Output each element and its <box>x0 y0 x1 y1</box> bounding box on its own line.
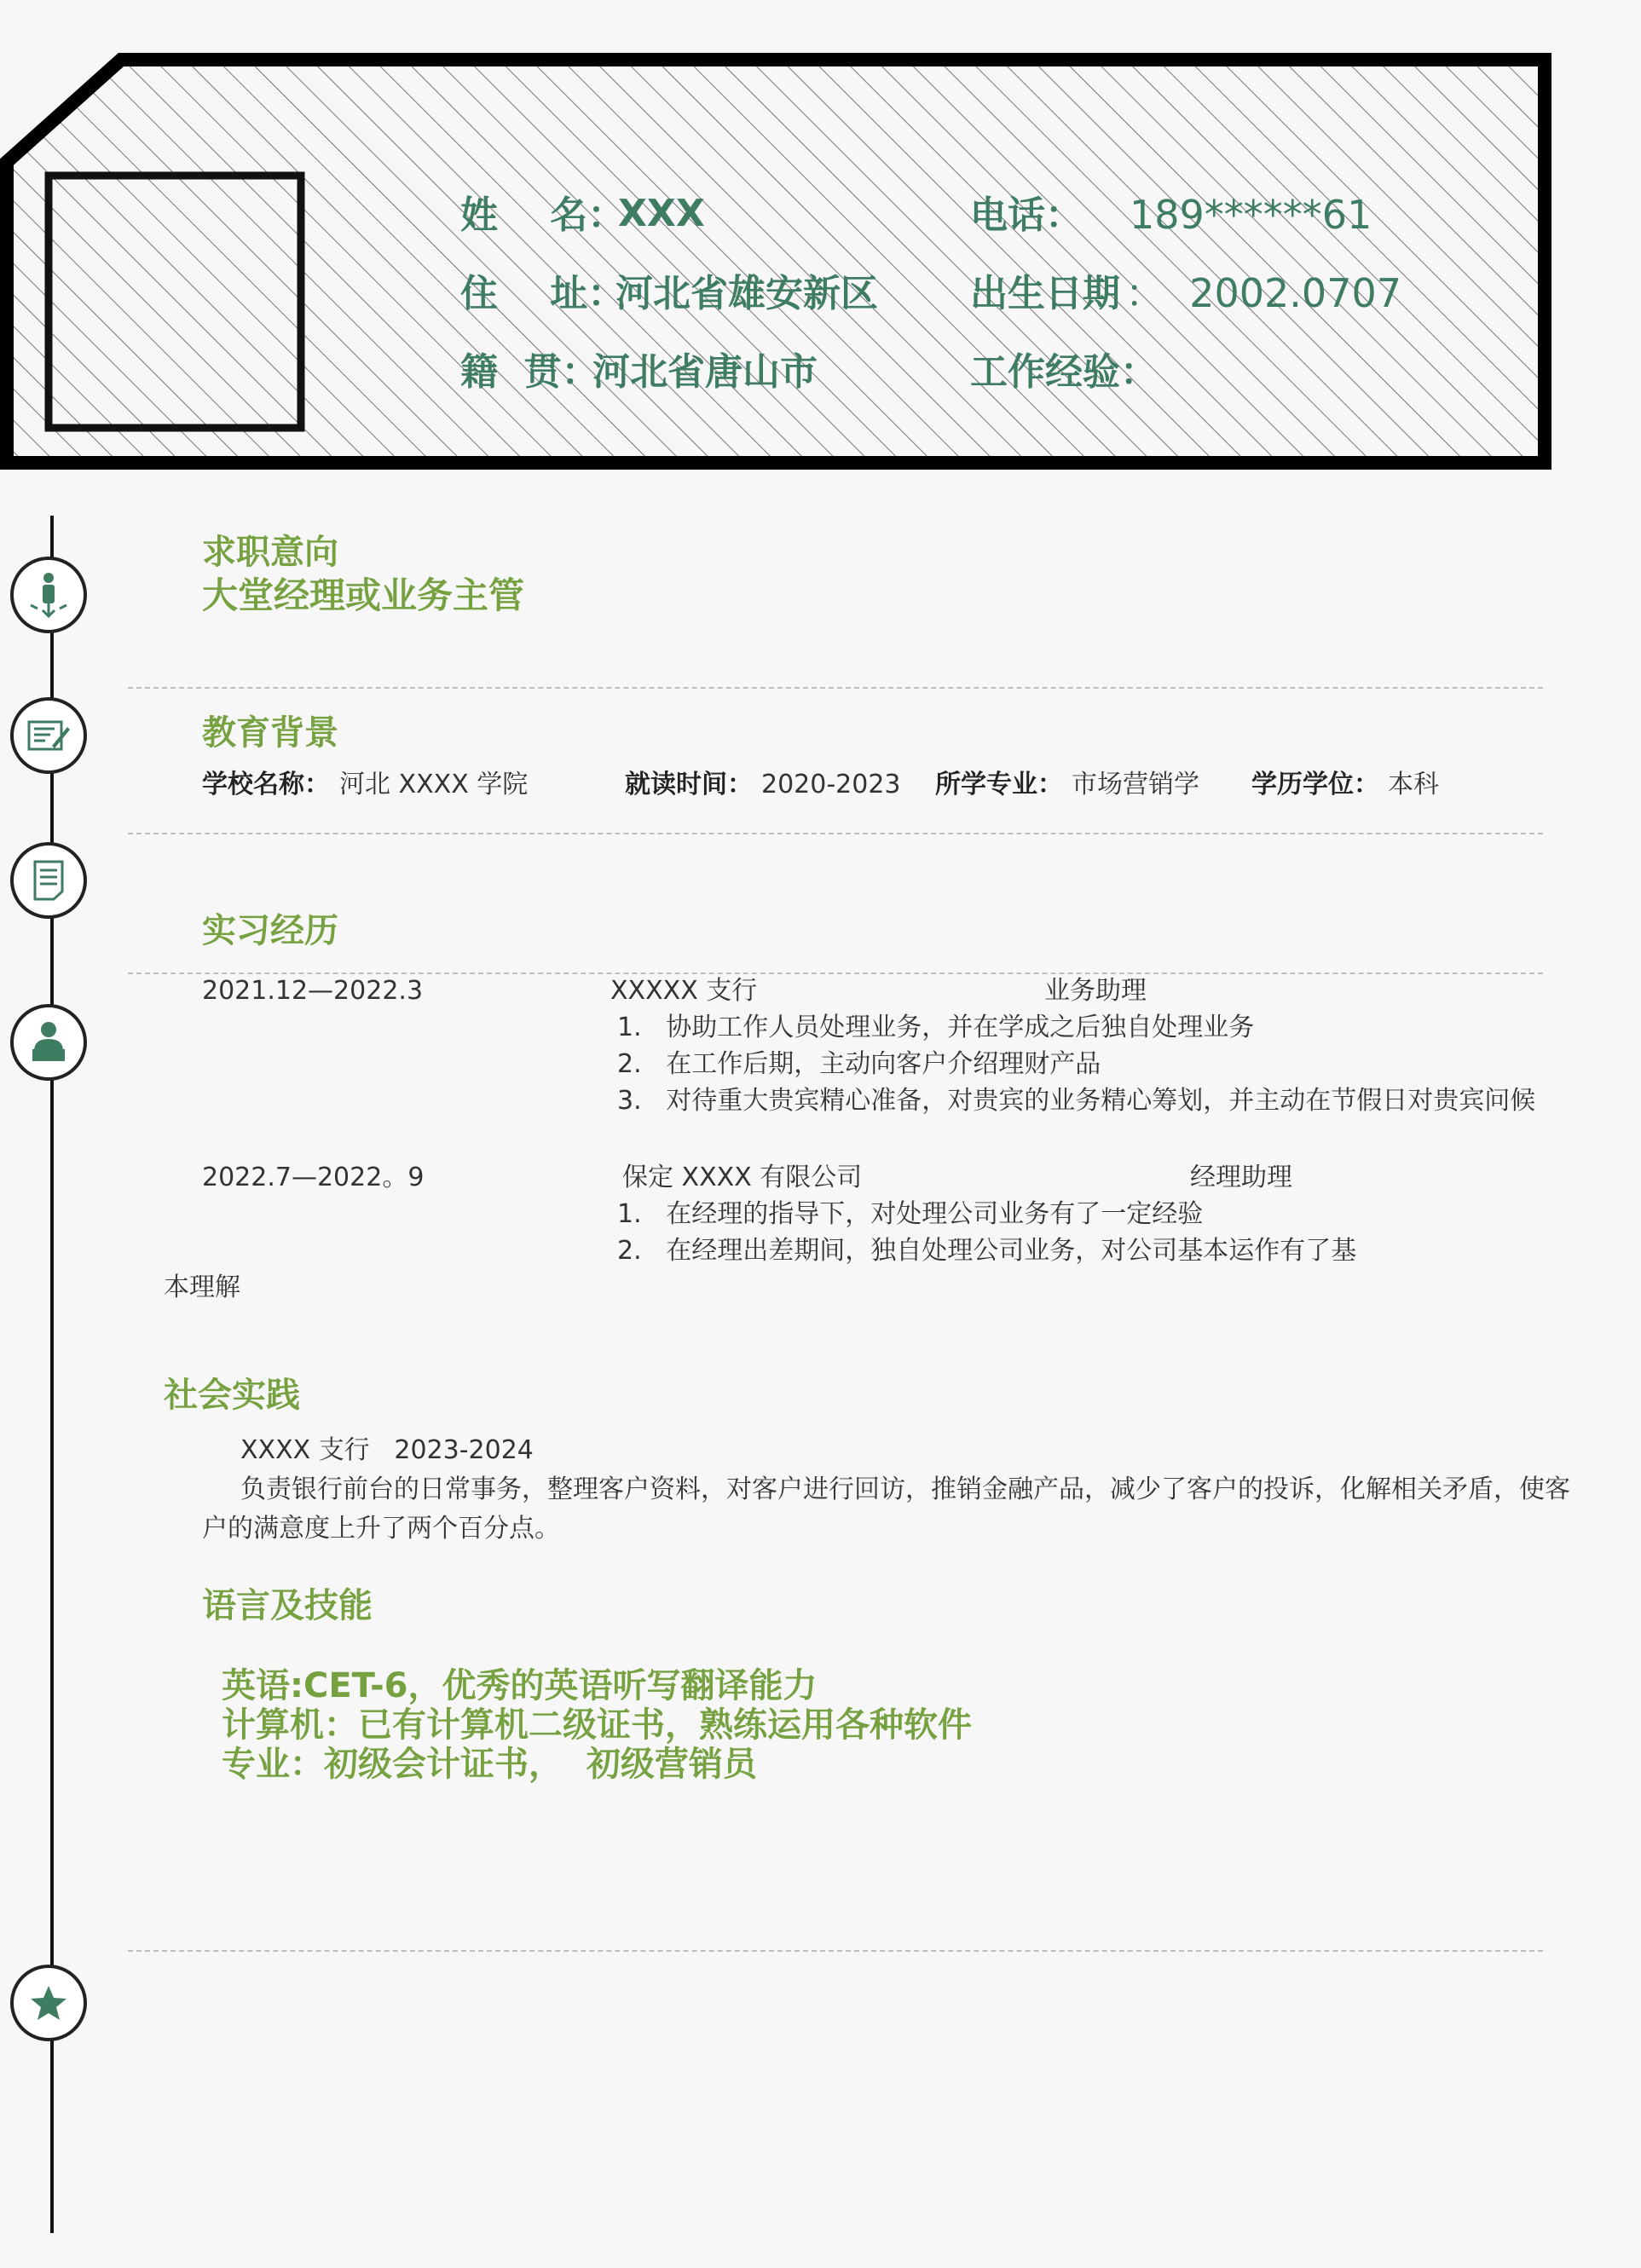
degree-value: 本科 <box>1388 770 1439 799</box>
social-org: XXXX 支行 2023-2024 <box>240 1435 534 1465</box>
major-label: 所学专业： <box>935 770 1063 799</box>
certificate-icon <box>10 697 87 774</box>
address-label: 住 址： <box>460 272 626 315</box>
divider <box>128 833 1543 834</box>
objective-title: 求职意向 <box>202 533 338 572</box>
degree-label: 学历学位： <box>1251 770 1379 799</box>
skill-item: 英语:CET-6，优秀的英语听写翻译能力 <box>222 1666 818 1705</box>
job-company: XXXXX 支行 <box>610 976 758 1006</box>
job-date: 2022.7—2022。9 <box>202 1163 425 1192</box>
school-label: 学校名称： <box>202 770 330 799</box>
job-duty-overflow: 本理解 <box>164 1273 240 1302</box>
skill-item: 计算机：已有计算机二级证书，熟练运用各种软件 <box>222 1705 972 1745</box>
phone-value: 189******61 <box>1130 192 1372 238</box>
job-duty-item: 2. 在工作后期，主动向客户介绍理财产品 <box>617 1049 1101 1079</box>
divider <box>128 1950 1543 1952</box>
job-duty-item: 1. 在经理的指导下，对处理公司业务有了一定经验 <box>617 1199 1204 1229</box>
star-icon <box>10 1965 87 2041</box>
experience-label: 工作经验： <box>970 350 1158 394</box>
skills-title: 语言及技能 <box>202 1586 373 1625</box>
major-value: 市场营销学 <box>1072 770 1199 799</box>
document-icon <box>10 842 87 919</box>
job-role: 业务助理 <box>1044 976 1147 1006</box>
person-laptop-icon <box>10 1004 87 1081</box>
birth-value: ： 2002.0707 <box>1125 270 1401 316</box>
social-desc: 户的满意度上升了两个百分点。 <box>202 1514 560 1544</box>
hometown-label: 籍 贯： <box>460 350 599 394</box>
job-duty-item: 3. 对待重大贵宾精心准备，对贵宾的业务精心筹划，并主动在节假日对贵宾问候 <box>617 1086 1536 1116</box>
internship-title: 实习经历 <box>202 911 338 950</box>
objective-value: 大堂经理或业务主管 <box>202 574 525 616</box>
name-value: XXX <box>618 192 705 235</box>
job-date: 2021.12—2022.3 <box>202 976 424 1006</box>
job-company: 保定 XXXX 有限公司 <box>622 1163 863 1192</box>
job-role: 经理助理 <box>1190 1163 1292 1192</box>
divider <box>128 687 1543 689</box>
period-label: 就读时间： <box>625 770 753 799</box>
birth-label: 出生日期 <box>970 272 1120 315</box>
education-title: 教育背景 <box>202 713 338 753</box>
divider <box>128 972 1543 974</box>
header-frame <box>0 0 1641 477</box>
job-duty-item: 1. 协助工作人员处理业务，并在学成之后独自处理业务 <box>617 1013 1255 1042</box>
period-value: 2020-2023 <box>761 770 901 799</box>
school-value: 河北 XXXX 学院 <box>339 770 529 799</box>
skill-item: 专业：初级会计证书， 初级营销员 <box>222 1745 757 1784</box>
person-arrows-icon <box>10 557 87 633</box>
phone-label: 电话： <box>970 193 1083 237</box>
name-label: 姓 名： <box>460 193 626 237</box>
hometown-value: 河北省唐山市 <box>592 350 818 394</box>
social-desc: 负责银行前台的日常事务，整理客户资料，对客户进行回访，推销金融产品，减少了客户的投诉，化解相关矛盾，使客 <box>240 1474 1570 1504</box>
job-duty-item: 2. 在经理出差期间，独自处理公司业务，对公司基本运作有了基 <box>617 1236 1357 1266</box>
address-value: 河北省雄安新区 <box>615 272 878 315</box>
social-title: 社会实践 <box>164 1376 300 1415</box>
